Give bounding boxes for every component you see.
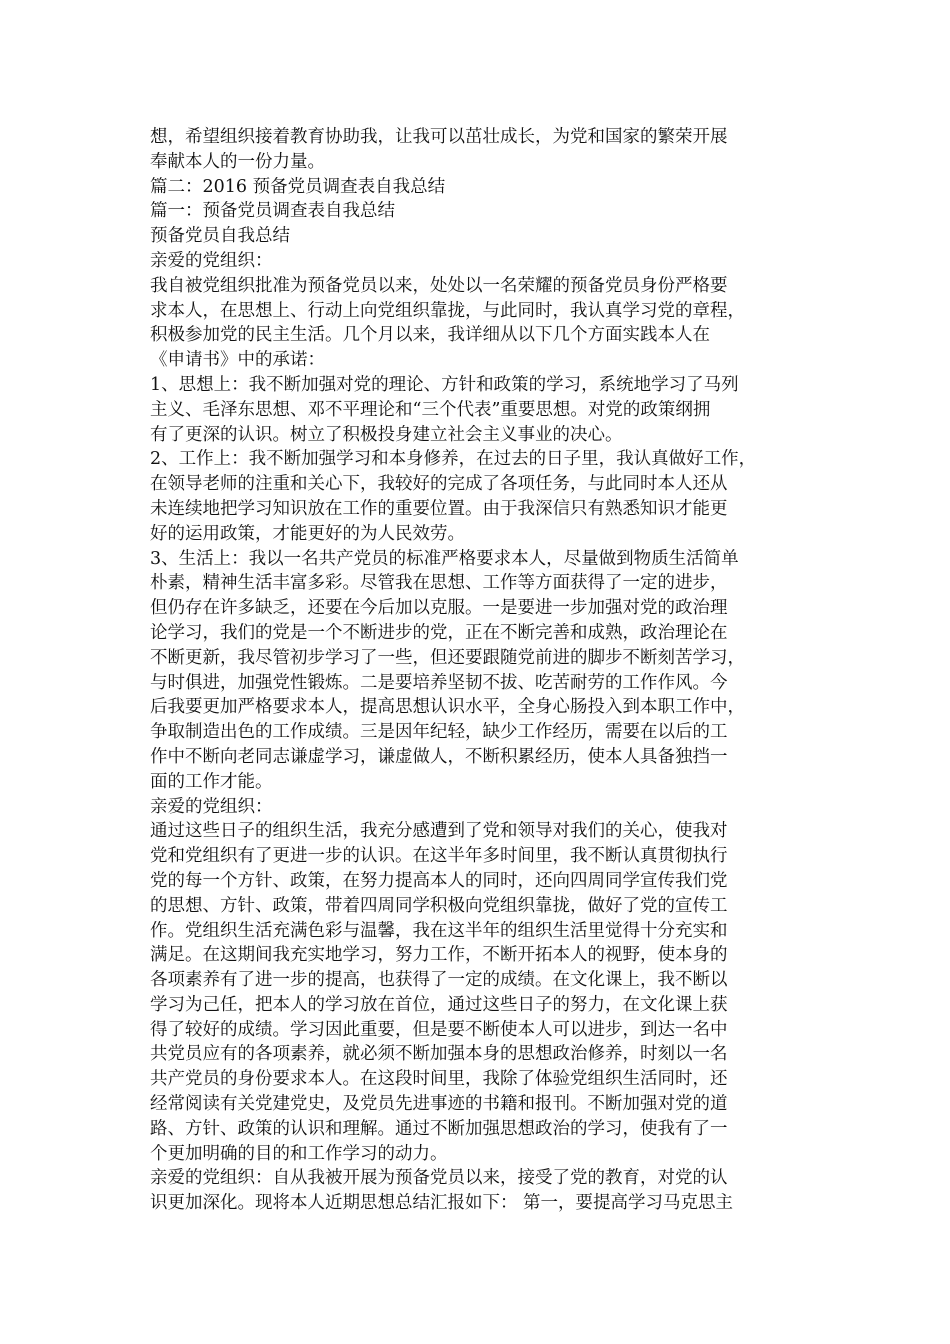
text-line: 各项素养有了进一步的提高，也获得了一定的成绩。在文化课上，我不断以 — [150, 970, 728, 991]
text-line: 我自被党组织批准为预备党员以来，处处以一名荣耀的预备党员身份严格要 — [150, 275, 728, 296]
text-line: 不断更新，我尽管初步学习了一些，但还要跟随党前进的脚步不断刻苦学习， — [150, 647, 745, 668]
text-line: 作中不断向老同志谦虚学习，谦虚做人，不断积累经历，使本人具备独挡一 — [150, 746, 728, 767]
text-line: 满足。在这期间我充实地学习，努力工作，不断开拓本人的视野，使本身的 — [150, 945, 728, 966]
text-line: 论学习，我们的党是一个不断进步的党，正在不断完善和成熟，政治理论在 — [150, 622, 728, 643]
document-title: 预备党员自我总结 — [150, 226, 290, 247]
text-line: 识更加深化。现将本人近期思想总结汇报如下： 第一，要提高学习马克思主 — [150, 1193, 734, 1214]
salutation: 亲爱的党组织： — [150, 796, 273, 817]
text-line: 共产党员的身份要求本人。在这段时间里，我除了体验党组织生活同时，还 — [150, 1069, 728, 1090]
text-line: 求本人，在思想上、行动上向党组织靠拢，与此同时，我认真学习党的章程， — [150, 300, 745, 321]
text-line: 得了较好的成绩。学习因此重要，但是要不断使本人可以进步，到达一名中 — [150, 1019, 728, 1040]
text-line: 未连续地把学习知识放在工作的重要位置。由于我深信只有熟悉知识才能更 — [150, 498, 728, 519]
text-line: 作。党组织生活充满色彩与温馨，我在这半年的组织生活里觉得十分充实和 — [150, 920, 728, 941]
section-heading: 篇二：2016 预备党员调查表自我总结 — [150, 176, 446, 197]
text-line: 通过这些日子的组织生活，我充分感遭到了党和领导对我们的关心，使我对 — [150, 821, 728, 842]
text-line: 主义、毛泽东思想、邓不平理论和“三个代表”重要思想。对党的政策纲拥 — [150, 399, 711, 420]
section-heading: 篇一：预备党员调查表自我总结 — [150, 201, 395, 222]
text-line: 经常阅读有关党建党史，及党员先进事迹的书籍和报刊。不断加强对党的道 — [150, 1094, 728, 1115]
text-line: 后我要更加严格要求本人，提高思想认识水平，全身心肠投入到本职工作中， — [150, 697, 745, 718]
text-line: 朴素，精神生活丰富多彩。尽管我在思想、工作等方面获得了一定的进步， — [150, 573, 728, 594]
text-line: 学习为己任，把本人的学习放在首位，通过这些日子的努力，在文化课上获 — [150, 994, 728, 1015]
text-line: 《申请书》中的承诺： — [150, 350, 325, 371]
text-line: 争取制造出色的工作成绩。三是因年纪轻，缺少工作经历，需要在以后的工 — [150, 722, 728, 743]
text-line: 共党员应有的各项素养，就必须不断加强本身的思想政治修养，时刻以一名 — [150, 1044, 728, 1065]
text-line: 亲爱的党组织：自从我被开展为预备党员以来，接受了党的教育，对党的认 — [150, 1168, 728, 1189]
salutation: 亲爱的党组织： — [150, 250, 273, 271]
text-line: 的思想、方针、政策，带着四周同学积极向党组织靠拢，做好了党的宣传工 — [150, 895, 728, 916]
text-line: 面的工作才能。 — [150, 771, 273, 792]
text-line: 路、方针、政策的认识和理解。通过不断加强思想政治的学习，使我有了一 — [150, 1118, 728, 1139]
text-line: 在领导老师的注重和关心下，我较好的完成了各项任务，与此同时本人还从 — [150, 474, 728, 495]
text-line: 但仍存在许多缺乏，还要在今后加以克服。一是要进一步加强对党的政治理 — [150, 598, 728, 619]
text-line: 有了更深的认识。树立了积极投身建立社会主义事业的决心。 — [150, 424, 623, 445]
text-line: 奉献本人的一份力量。 — [150, 151, 325, 172]
text-line: 2、工作上：我不断加强学习和本身修养，在过去的日子里，我认真做好工作， — [150, 449, 757, 470]
document-body — [150, 125, 805, 1216]
text-line: 想，希望组织接着教育协助我，让我可以茁壮成长，为党和国家的繁荣开展 — [150, 127, 728, 147]
text-line: 个更加明确的目的和工作学习的动力。 — [150, 1143, 448, 1164]
text-line: 1、思想上：我不断加强对党的理论、方针和政策的学习，系统地学习了马列 — [150, 374, 739, 395]
text-line: 党的每一个方针、政策，在努力提高本人的同时，还向四周同学宣传我们党 — [150, 870, 728, 891]
text-line: 好的运用政策，才能更好的为人民效劳。 — [150, 523, 465, 544]
text-line: 与时俱进，加强党性锻炼。二是要培养坚韧不拔、吃苦耐劳的工作作风。今 — [150, 672, 728, 693]
text-line: 3、生活上：我以一名共产党员的标准严格要求本人，尽量做到物质生活简单 — [150, 548, 739, 569]
text-line: 党和党组织有了更进一步的认识。在这半年多时间里，我不断认真贯彻执行 — [150, 846, 728, 867]
text-line: 积极参加党的民主生活。几个月以来，我详细从以下几个方面实践本人在 — [150, 325, 710, 346]
